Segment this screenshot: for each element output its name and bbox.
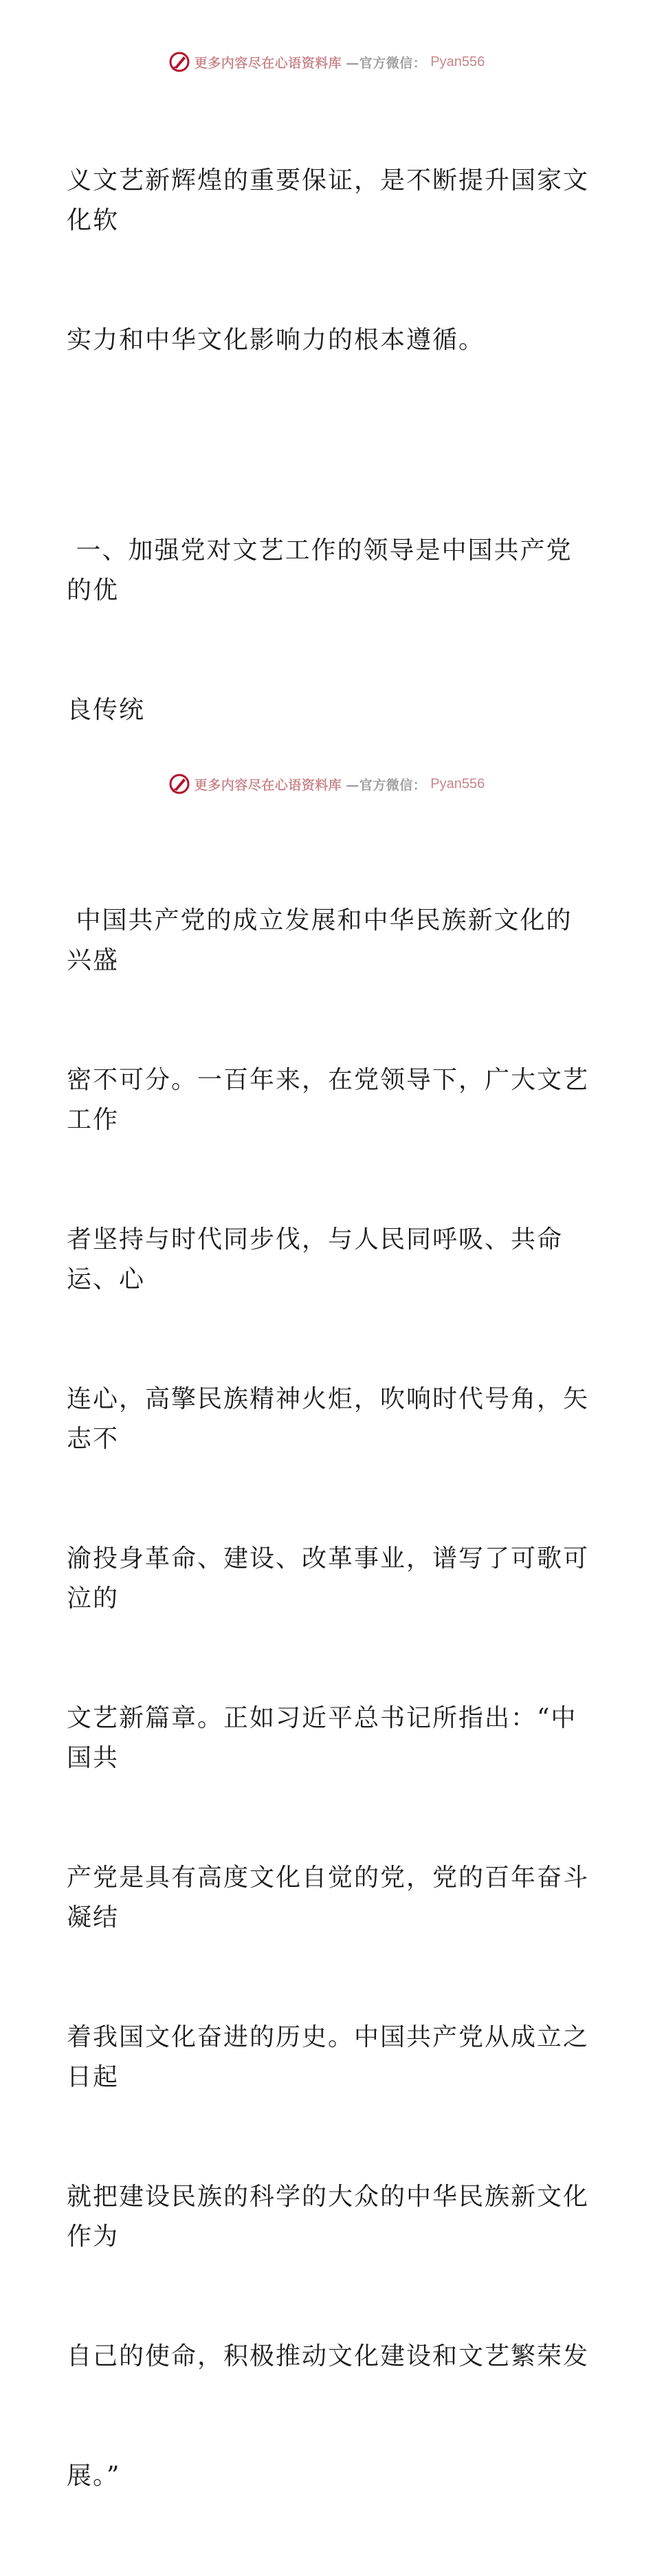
banner-site-name: 更多内容尽在心语资料库 [194,777,342,793]
quill-logo-icon [168,51,190,73]
heading-line: 良传统 [67,696,146,724]
text-line: 义文艺新辉煌的重要保证，是不断提升国家文化软 [67,166,590,234]
section-heading [67,451,589,810]
text-line: 渝投身革命、建设、改革事业，谱写了可歌可泣的 [67,1544,590,1613]
paragraph-1 [67,81,589,440]
banner-wechat-id: Pyan556 [430,54,485,69]
text-line: 实力和中华文化影响力的根本遵循。 [67,326,485,354]
text-line: 者坚持与时代同步伐，与人民同呼吸、共命运、心 [67,1225,564,1294]
heading-line: 一、加强党对文艺工作的领导是中国共产党的优 [67,536,573,604]
banner-wechat-id: Pyan556 [430,776,485,792]
quill-logo-icon [168,773,190,795]
banner-wechat-label: —官方微信： [346,55,427,71]
text-line: 着我国文化奋进的历史。中国共产党从成立之日起 [67,2023,590,2091]
document-body [67,81,589,2576]
footer-banner [0,770,653,798]
text-line: 连心，高擎民族精神火炬，吹响时代号角，矢志不 [67,1385,590,1453]
header-banner [0,48,653,76]
banner-site-name: 更多内容尽在心语资料库 [194,55,342,71]
text-line: 文艺新篇章。正如习近平总书记所指出：“中国共 [67,1704,577,1772]
paragraph-2 [67,821,589,2576]
banner-wechat-label: —官方微信： [346,777,427,793]
text-line: 中国共产党的成立发展和中华民族新文化的兴盛 [67,906,573,974]
text-line: 产党是具有高度文化自觉的党，党的百年奋斗凝结 [67,1864,590,1932]
text-line: 展。” [67,2462,121,2490]
text-line: 自己的使命，积极推动文化建设和文艺繁荣发 [67,2342,590,2370]
text-line: 就把建设民族的科学的大众的中华民族新文化作为 [67,2183,590,2251]
text-line: 密不可分。一百年来，在党领导下，广大文艺工作 [67,1066,590,1134]
